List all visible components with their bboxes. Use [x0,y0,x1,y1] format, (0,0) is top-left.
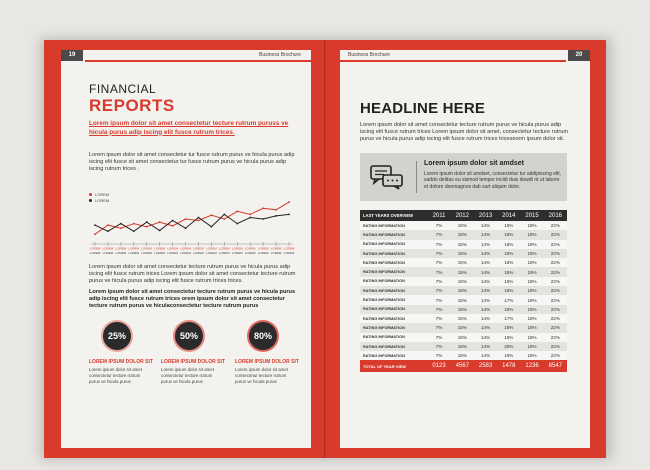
headline: HEADLINE HERE [360,100,486,117]
stat-text: Lorem ipsum dolor sit amet consectetur tecture rutrum purus ve hicula purus [161,367,214,384]
body-paragraph-1: Lorem ipsum dolor sit amet consectetur tecture rutrum purus ve hicula purus adip iscing elit fusce rutrum trices Lorem ipsum dolor sit amet consectetur tecture rutrum purus ve hicula purus adip iscing elit fusce rutrum trices trices. [89,264,296,285]
data-point [172,220,174,222]
year-header: 2016 [544,210,567,221]
legend-item [89,197,109,203]
x-tick-label: LOREM [167,246,178,251]
table-cell: 18% [520,249,543,258]
stat-text: Lorem ipsum dolor sit amet consectetur tecture rutrum purus ve hicula purus [235,367,288,384]
data-point [159,221,161,223]
table-cell: 14% [474,314,497,323]
table-row [360,258,567,267]
chart-legend [89,191,109,203]
right-page-header [340,50,590,61]
data-point [120,227,122,229]
table-cell: 15% [451,221,474,230]
row-label: RATING INFORMATION [360,249,427,258]
table-cell: 7% [427,314,450,323]
x-tick-label: LOREM [154,246,166,251]
row-label: RATING INFORMATION [360,221,427,230]
x-tick-label: LOREM [283,251,295,255]
table-cell: 15% [451,342,474,351]
table-row [360,333,567,342]
table-cell: 22% [544,277,567,286]
stat-value: 50% [179,331,198,341]
row-label: RATING INFORMATION [360,240,427,249]
x-tick-label: LOREM [128,251,140,255]
x-tick-label: LOREM [270,246,282,251]
table-cell: 22% [544,305,567,314]
table-cell: 15% [451,267,474,276]
table-row [360,249,567,258]
year-header: 2014 [497,210,520,221]
table-cell: 14% [474,342,497,351]
x-tick-label: LOREM [283,246,295,251]
table-cell: 18% [520,333,543,342]
page-number: 20 [568,50,590,61]
table-cell: 22% [544,221,567,230]
total-label: TOTAL OF YEAR VIEW [360,360,427,372]
data-point [94,224,96,226]
x-tick-label: LOREM [270,251,282,255]
table-cell: 18% [520,286,543,295]
data-point [133,223,135,225]
table-cell: 7% [427,323,450,332]
x-tick-label: LOREM [141,246,153,251]
stat-label: LOREM IPSUM DOLOR SIT [89,359,153,365]
total-cell: 2583 [474,360,497,372]
data-point [146,226,148,228]
total-cell: 0123 [427,360,450,372]
table-cell: 7% [427,333,450,342]
table-cell: 15% [451,240,474,249]
table-cell: 7% [427,267,450,276]
year-header: 2013 [474,210,497,221]
table-cell: 22% [544,295,567,304]
x-tick-label: LOREM [115,251,127,255]
data-point [107,224,109,226]
table-cell: 16% [497,286,520,295]
line-chart [87,188,297,258]
data-point [107,230,109,232]
year-header: 2012 [451,210,474,221]
table-cell: 18% [520,323,543,332]
stat-label: LOREM IPSUM DOLOR SIT [235,359,299,365]
table-cell: 22% [544,342,567,351]
intro-paragraph: Lorem ipsum dolor sit amet consectetur tecture rutrum purus ve hicula purus adip iscing elit fusce rutrum trices Lorem ipsum dolor sit amet, consectetur tecture rutrum purus ve hicula purus adip iscing elit fusce rutrum trices triceseorm ipsum dolor sit. [360,122,568,143]
table-cell: 14% [474,267,497,276]
table-cell: 7% [427,221,450,230]
data-point [223,214,225,216]
feature-text: Lorem ipsum dolor sit amdset, consectetur tur addipiscing elit, saddo deldas eu sismod tempor incidi duis dowdt nt ut labore et dolore doemagnos dab surt aliqum dolor. [424,171,562,190]
table-cell: 16% [497,323,520,332]
table-cell: 22% [544,333,567,342]
data-point [249,217,251,219]
running-title: Business Brochure [259,52,301,58]
data-point [288,214,290,216]
table-row [360,295,567,304]
right-page [340,50,590,448]
table-header-row [360,210,567,221]
total-cell: 1478 [497,360,520,372]
data-point [120,223,122,225]
table-cell: 15% [451,333,474,342]
table-header-label: LAST YEARS OVERVIEW [360,210,427,221]
table-cell: 18% [520,342,543,351]
left-page [61,50,311,448]
table-cell: 15% [451,258,474,267]
table-cell: 18% [520,305,543,314]
title-line1: FINANCIAL [89,82,157,96]
data-point [198,217,200,219]
table-row [360,305,567,314]
data-point [236,210,238,212]
table-cell: 22% [544,230,567,239]
running-title: Business Brochure [348,52,390,58]
x-tick-label: LOREM [167,251,178,255]
stat-circle [103,322,131,350]
table-cell: 14% [474,295,497,304]
header-rule [340,60,566,62]
table-cell: 22% [544,249,567,258]
table-cell: 18% [520,258,543,267]
x-tick-label: LOREM [89,251,101,255]
year-header: 2011 [427,210,450,221]
table-cell: 17% [497,295,520,304]
table-row [360,351,567,360]
x-tick-label: LOREM [244,251,256,255]
x-tick-label: LOREM [257,246,269,251]
data-point [211,214,213,216]
x-tick-label: LOREM [244,246,256,251]
table-cell: 15% [451,351,474,360]
table-cell: 14% [474,277,497,286]
row-label: RATING INFORMATION [360,305,427,314]
table-cell: 18% [520,230,543,239]
table-cell: 15% [451,230,474,239]
x-tick-label: LOREM [231,246,243,251]
table-cell: 14% [474,258,497,267]
series-line [95,214,289,231]
legend-label: LOREM [95,197,110,203]
table-cell: 16% [497,230,520,239]
table-cell: 16% [497,249,520,258]
row-label: RATING INFORMATION [360,267,427,276]
table-cell: 22% [544,240,567,249]
x-tick-label: LOREM [180,246,191,251]
x-tick-label: LOREM [180,251,191,255]
title-line2: REPORTS [89,96,175,115]
row-label: RATING INFORMATION [360,342,427,351]
row-label: RATING INFORMATION [360,314,427,323]
row-label: RATING INFORMATION [360,258,427,267]
data-point [172,225,174,227]
data-point [133,230,135,232]
table-row [360,286,567,295]
year-header: 2015 [520,210,543,221]
x-tick-label: LOREM [102,251,114,255]
table-cell: 15% [451,286,474,295]
table-row [360,314,567,323]
left-page-header [61,50,311,61]
stat-circle [175,322,203,350]
x-tick-label: LOREM [218,251,230,255]
legend-swatch [89,199,92,202]
data-point [159,230,161,232]
row-label: RATING INFORMATION [360,333,427,342]
total-cell: 1236 [520,360,543,372]
table-cell: 18% [520,295,543,304]
data-point [185,227,187,229]
data-point [198,220,200,222]
lead-paragraph: Lorem ipsum dolor sit amet consectetur tecture rutrum puruss ve hicula purus adip iscing elit fusce rutrum trices. [89,120,289,136]
table-row [360,221,567,230]
table-cell: 18% [520,351,543,360]
x-tick-label: LOREM [231,251,243,255]
table-cell: 7% [427,230,450,239]
data-point [146,221,148,223]
body-paragraph-2: Lorem ipsum dolor sit amet consectetur tecture rutrum purus ve hicula purus adip iscing elit fusce rutrum trices orem ipsum dolor sit amet consectetur tecture rutrum purus ve hiculaconsectetur tecture rutrum purus [89,289,296,310]
data-point [236,223,238,225]
table-cell: 14% [474,286,497,295]
table-cell: 14% [474,351,497,360]
table-cell: 18% [520,277,543,286]
table-cell: 15% [451,277,474,286]
table-cell: 7% [427,249,450,258]
table-cell: 22% [544,286,567,295]
stat-text: Lorem ipsum dolor sit amet consectetur tecture rutrum purus ve hicula purus [89,367,142,384]
table-cell: 7% [427,295,450,304]
row-label: RATING INFORMATION [360,295,427,304]
feature-divider [416,161,417,193]
table-cell: 7% [427,286,450,295]
table-cell: 16% [497,277,520,286]
table-row [360,277,567,286]
table-cell: 7% [427,305,450,314]
page-number: 19 [61,50,83,61]
row-label: RATING INFORMATION [360,230,427,239]
table-cell: 18% [497,240,520,249]
table-cell: 16% [497,258,520,267]
x-tick-label: LOREM [154,251,166,255]
data-point [275,215,277,217]
table-cell: 7% [427,258,450,267]
x-tick-label: LOREM [102,246,114,251]
data-point [211,226,213,228]
table-cell: 15% [451,305,474,314]
table-cell: 14% [474,333,497,342]
data-point [223,218,225,220]
table-cell: 22% [544,351,567,360]
x-tick-label: LOREM [193,246,204,251]
x-tick-label: LOREM [218,246,230,251]
table-row [360,267,567,276]
data-point [249,214,251,216]
table-cell: 22% [544,323,567,332]
table-cell: 15% [451,249,474,258]
total-cell: 8547 [544,360,567,372]
table-cell: 18% [520,314,543,323]
table-cell: 14% [474,221,497,230]
row-label: RATING INFORMATION [360,323,427,332]
row-label: RATING INFORMATION [360,351,427,360]
table-cell: 15% [451,314,474,323]
stat-value: 25% [107,331,126,341]
table-cell: 15% [451,295,474,304]
data-point [275,209,277,211]
x-tick-label: LOREM [257,251,269,255]
table-cell: 14% [474,249,497,258]
x-tick-label: LOREM [141,251,153,255]
total-row [360,360,567,372]
table-cell: 16% [497,221,520,230]
table-cell: 15% [497,267,520,276]
data-point [94,233,96,235]
x-tick-label: LOREM [128,246,140,251]
table-cell: 20% [497,342,520,351]
legend-label: LOREM [95,191,110,197]
x-tick-label: LOREM [89,246,101,251]
feature-title: Lorem ipsum dolor sit amdset [424,160,524,167]
table-cell: 22% [544,267,567,276]
x-tick-label: LOREM [206,251,217,255]
table-cell: 7% [427,342,450,351]
spine-gutter [324,40,326,458]
table-cell: 18% [520,221,543,230]
table-cell: 14% [474,323,497,332]
stat-label: LOREM IPSUM DOLOR SIT [161,359,225,365]
x-tick-label: LOREM [193,251,204,255]
legend-swatch [89,193,92,196]
table-cell: 17% [497,314,520,323]
stat-circle [249,322,277,350]
table-cell: 16% [497,351,520,360]
table-row [360,342,567,351]
table-cell: 16% [497,333,520,342]
stat-value: 80% [253,331,272,341]
table-cell: 14% [474,240,497,249]
table-cell: 22% [544,258,567,267]
table-cell: 14% [474,305,497,314]
data-point [262,218,264,220]
row-label: RATING INFORMATION [360,286,427,295]
intro-paragraph: Lorem ipsum dolor sit amet consectetur tur fusce rutrum purus ve hicula purus adip iscing elit fusce sit amet consectetur tur fusce rutrum purus ve hicula purus adip iscing rutrum trices . [89,152,295,173]
total-cell: 4567 [451,360,474,372]
overview-table [360,210,567,372]
feature-box [360,153,567,201]
table-cell: 15% [451,323,474,332]
data-point [185,218,187,220]
table-cell: 14% [474,230,497,239]
row-label: RATING INFORMATION [360,277,427,286]
data-point [288,201,290,203]
data-point [262,207,264,209]
brochure-spread [44,40,606,458]
table-cell: 7% [427,351,450,360]
table-row [360,323,567,332]
chat-bubbles-icon [370,164,404,190]
x-tick-label: LOREM [115,246,127,251]
table-cell: 22% [544,314,567,323]
table-row [360,240,567,249]
table-cell: 7% [427,240,450,249]
table-cell: 18% [520,240,543,249]
table-cell: 16% [497,305,520,314]
table-cell: 7% [427,277,450,286]
x-tick-label: LOREM [206,246,217,251]
table-row [360,230,567,239]
table-cell: 19% [520,267,543,276]
